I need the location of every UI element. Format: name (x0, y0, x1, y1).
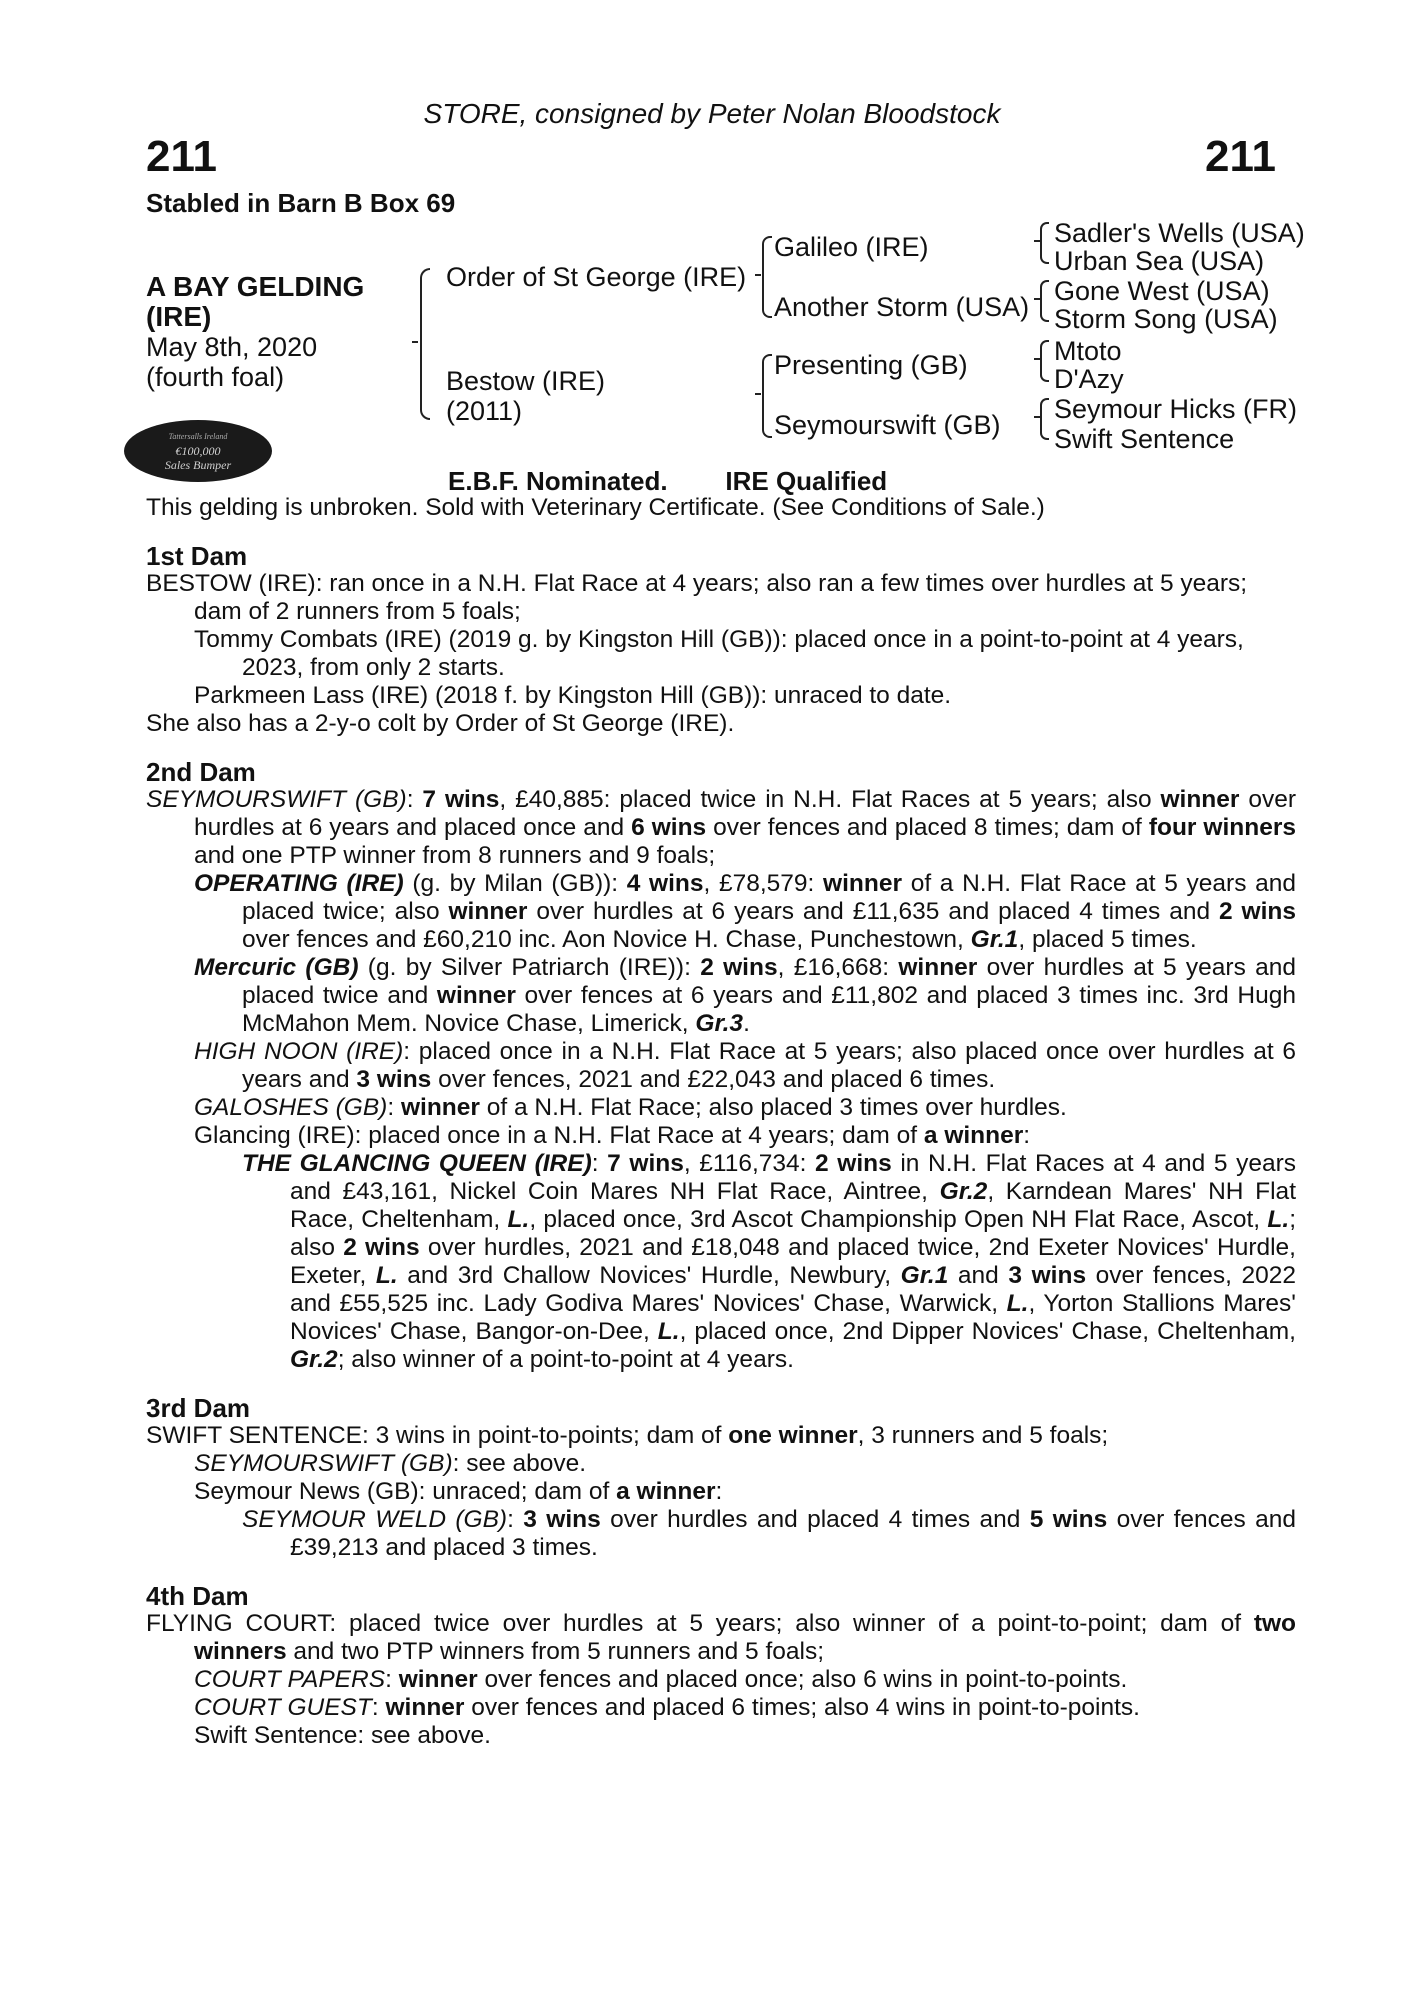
lot-number-left: 211 (146, 132, 217, 181)
second-dam-produce-glancing: Glancing (IRE): placed once in a N.H. Flat Race at 4 years; dam of a winner: (194, 1122, 1031, 1149)
lot-number-right: 211 (1205, 132, 1276, 181)
third-dam-produce-2: Seymour News (GB): unraced; dam of a winner: (194, 1478, 723, 1505)
third-dam-produce-1: SEYMOURSWIFT (GB): see above. (194, 1450, 587, 1477)
pedigree-dam-sire: Presenting (GB) (774, 350, 968, 380)
first-dam-produce-2: Parkmeen Lass (IRE) (2018 f. by Kingston Hill (GB)): unraced to date. (194, 682, 952, 709)
pedigree-dam-dam: Seymourswift (GB) (774, 410, 1001, 440)
fourth-dam-heading: 4th Dam (146, 1581, 249, 1611)
pedigree-ggp-2: Urban Sea (USA) (1054, 246, 1265, 276)
pedigree-dam: Bestow (IRE) (446, 366, 606, 396)
nominations (448, 466, 887, 497)
pedigree-sire-sire: Galileo (IRE) (774, 232, 929, 262)
catalogue-body (146, 494, 1296, 1750)
horse-description (146, 272, 364, 392)
fourth-dam-produce-3: Swift Sentence: see above. (194, 1722, 491, 1749)
sales-bumper-badge: Tattersalls Ireland €100,000 Sales Bumper (124, 420, 272, 482)
first-dam-produce-1: Tommy Combats (IRE) (2019 g. by Kingston Hill (GB)): placed once in a point-to-point at 4 years, 2023, from only 2 starts. (194, 626, 1244, 681)
second-dam-produce-galoshes: GALOSHES (GB): winner of a N.H. Flat Race; also placed 3 times over hurdles. (194, 1094, 1067, 1121)
horse-name: A BAY GELDING (146, 271, 365, 302)
pedigree-ggp-1: Sadler's Wells (USA) (1054, 218, 1305, 248)
second-dam-produce-high-noon: HIGH NOON (IRE): placed once in a N.H. Flat Race at 5 years; also placed once over hurdles at 6 years and 3 wins over fences, 2021 and £22,043 and placed 6 times. (194, 1038, 1296, 1093)
pedigree-sire-dam: Another Storm (USA) (774, 292, 1030, 322)
second-dam-heading: 2nd Dam (146, 757, 256, 787)
second-dam-produce-operating: OPERATING (IRE) (g. by Milan (GB)): 4 wins, £78,579: winner of a N.H. Flat Race at 5 years and placed twice; also winner over hurdles at 6 years and £11,635 and placed 4 times and 2 wins over fences and £60,210 inc. Aon Novice H. Chase, Punchestown, Gr.1, placed 5 times. (194, 870, 1297, 953)
pedigree-ggp-7: Seymour Hicks (FR) (1054, 394, 1298, 424)
pedigree-ggp-3: Gone West (USA) (1054, 276, 1270, 306)
horse-country: (IRE) (146, 301, 212, 332)
pedigree-ggp-5: Mtoto (1054, 336, 1122, 366)
fourth-dam-text: FLYING COURT: placed twice over hurdles at 5 years; also winner of a point-to-point; dam of two winners and two PTP winners from 5 runners and 5 foals; (146, 1610, 1296, 1665)
third-dam-text: SWIFT SENTENCE: 3 wins in point-to-points; dam of one winner, 3 runners and 5 foals; (146, 1422, 1109, 1449)
fourth-dam-produce-2: COURT GUEST: winner over fences and placed 6 times; also 4 wins in point-to-points. (194, 1694, 1140, 1721)
ire-qualified: IRE Qualified (725, 466, 888, 496)
fourth-dam-produce-1: COURT PAPERS: winner over fences and placed once; also 6 wins in point-to-points. (194, 1666, 1128, 1693)
sale-note: This gelding is unbroken. Sold with Veterinary Certificate. (See Conditions of Sale.) (146, 494, 1045, 521)
consignor-line: STORE, consigned by Peter Nolan Bloodstock (423, 98, 1001, 129)
third-dam-grandproduce: SEYMOUR WELD (GB): 3 wins over hurdles and placed 4 times and 5 wins over fences and £39,213 and placed 3 times. (242, 1506, 1297, 1561)
pedigree-ggp-8: Swift Sentence (1054, 424, 1235, 454)
pedigree-dam-year: (2011) (446, 396, 523, 426)
second-dam-produce-mercuric: Mercuric (GB) (g. by Silver Patriarch (IRE)): 2 wins, £16,668: winner over hurdles at 5 years and placed twice and winner over fences at 6 years and £11,802 and placed 3 times inc. 3rd Hugh McMahon Mem. Novice Chase, Limerick, Gr.3. (194, 954, 1297, 1037)
second-dam-grandproduce-glancing-queen: THE GLANCING QUEEN (IRE): 7 wins, £116,734: 2 wins in N.H. Flat Races at 4 and 5 years and £43,161, Nickel Coin Mares NH Flat Race, Aintree, Gr.2, Karndean Mares' NH Flat Race, Cheltenham, L., placed once, 3rd Ascot Championship Open NH Flat Race, Ascot, L.; also 2 wins over hurdles, 2021 and £18,048 and placed twice, 2nd Exeter Novices' Hurdle, Exeter, L. and 3rd Challow Novices' Hurdle, Newbury, Gr.1 and 3 wins over fences, 2022 and £55,525 inc. Lady Godiva Mares' Novices' Chase, Warwick, L., Yorton Stallions Mares' Novices' Chase, Bangor-on-Dee, L., placed once, 2nd Dipper Novices' Chase, Cheltenham, Gr.2; also winner of a point-to-point at 4 years. (242, 1150, 1297, 1373)
pedigree-ggp-6: D'Azy (1054, 364, 1124, 394)
first-dam-produce-3: She also has a 2-y-o colt by Order of St George (IRE). (146, 710, 735, 737)
first-dam-heading: 1st Dam (146, 541, 248, 571)
foal-note: (fourth foal) (146, 362, 285, 392)
pedigree-ggp-4: Storm Song (USA) (1054, 304, 1278, 334)
first-dam-text: BESTOW (IRE): ran once in a N.H. Flat Race at 4 years; also ran a few times over hurdles at 5 years; dam of 2 runners from 5 foals; (146, 570, 1248, 625)
stabled-location: Stabled in Barn B Box 69 (146, 188, 456, 218)
ebf-nominated: E.B.F. Nominated. (448, 466, 668, 496)
third-dam-heading: 3rd Dam (146, 1393, 251, 1423)
second-dam-text: SEYMOURSWIFT (GB): 7 wins, £40,885: placed twice in N.H. Flat Races at 5 years; also winner over hurdles at 6 years and placed once and 6 wins over fences and placed 8 times; dam of four winners and one PTP winner from 8 runners and 9 foals; (146, 786, 1296, 869)
pedigree-sire: Order of St George (IRE) (446, 262, 747, 292)
foaling-date: May 8th, 2020 (146, 332, 318, 362)
